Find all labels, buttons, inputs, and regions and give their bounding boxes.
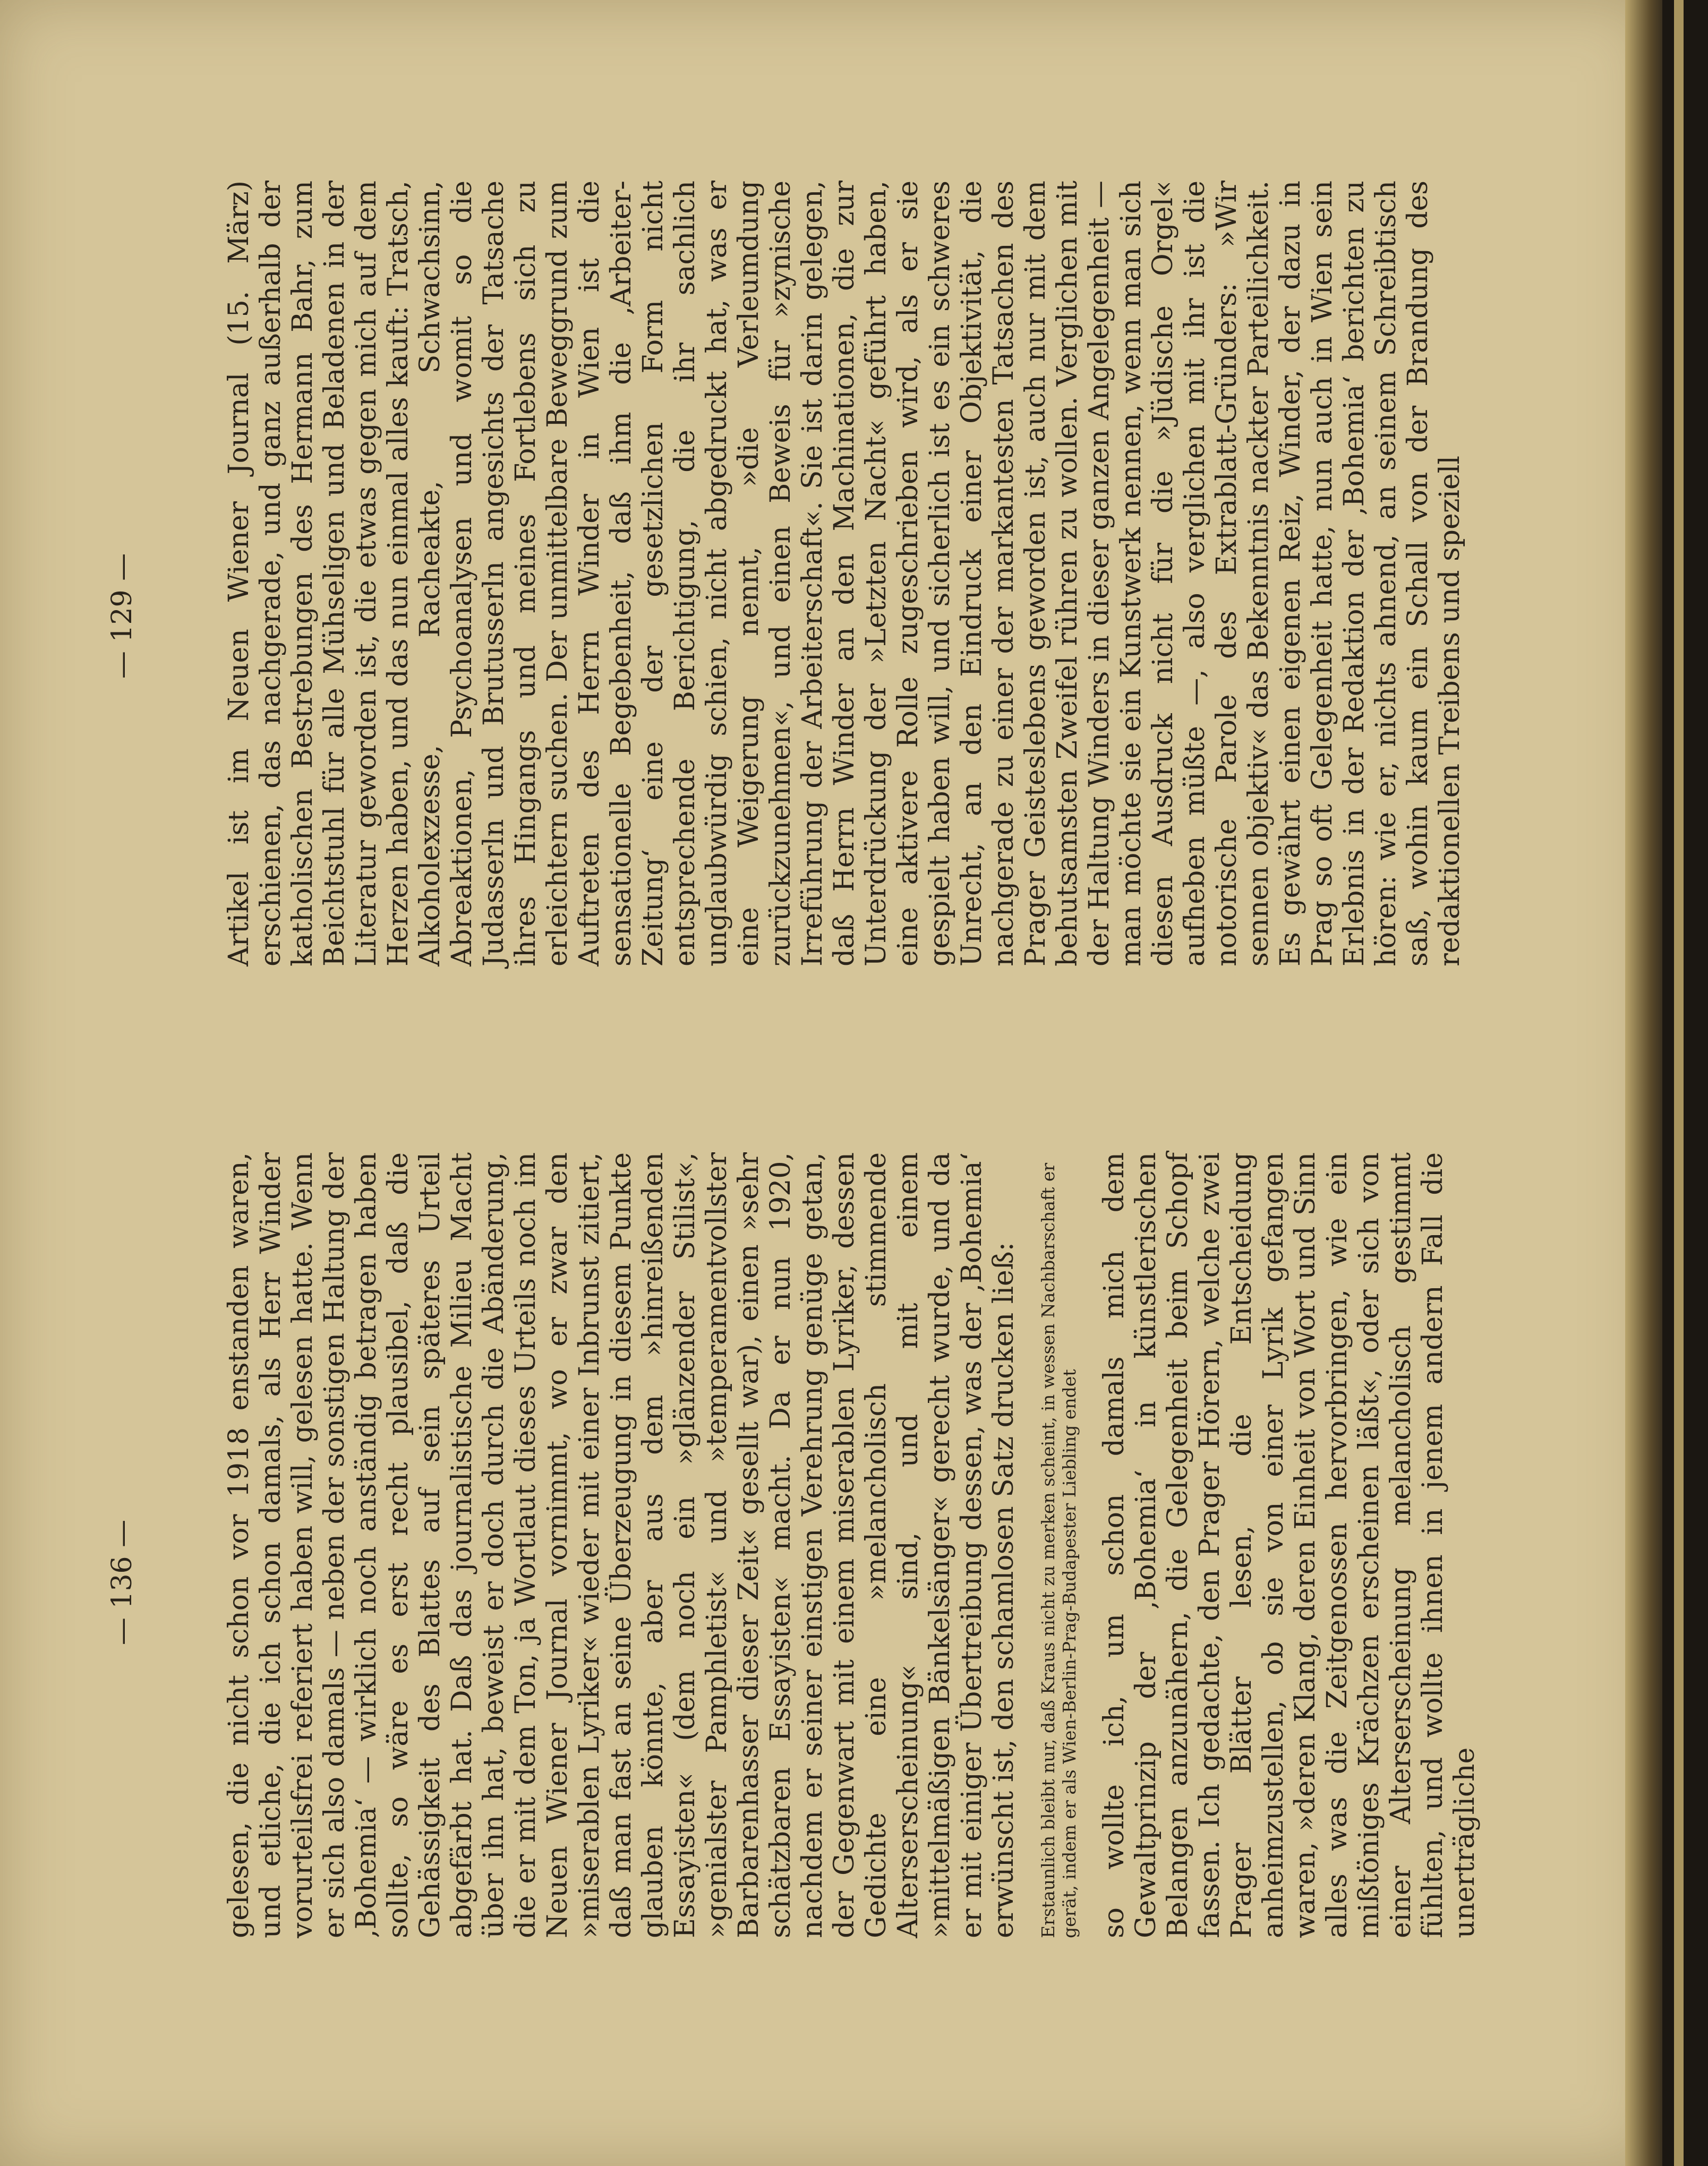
left-page-paragraph-2: so wollte ich, um schon damals mich dem Gewaltprinzip der ‚Bohemia‘ in künstlerischen Belangen anzunähern, die Gelegenheit beim Schopf fassen. Ich gedachte, den Prager Hörern, welche zwei Prager Blätter lesen, die Entscheidung anheimzustellen, ob sie von einer Lyrik gefangen waren, »deren Klang, deren Einheit von Wort und Sinn alles was die Zeitgenossen hervorbringen, wie ein mißtöniges Krächzen erscheinen läßt«, oder sich von einer Alterserscheinung melancholisch gestimmt fühlten, und wollte ihnen in jenem andern Fall die unerträgliche <box>1098 1152 1481 1938</box>
next-leaf-edge <box>1662 0 1708 2166</box>
page-number-136: — 136 — <box>106 1519 138 1646</box>
right-page-body <box>223 181 1466 966</box>
right-page-paragraph-1: Artikel ist im Neuen Wiener Journal (15. März) erschienen, das nachgerade, und ganz außerhalb der katholischen Bestrebungen des Hermann Bahr, zum Beichtstuhl für alle Mühseligen und Beladenen in der Literatur geworden ist, die etwas gegen mich auf dem Herzen haben, und das nun einmal alles kauft: Tratsch, Alkoholexzesse, Racheakte, Schwachsinn, Abreaktionen, Psychoanalysen und womit so die Judasserln und Brutusserln angesichts der Tatsache ihres Hingangs und meines Fortlebens sich zu erleichtern suchen. Der unmittelbare Beweggrund zum Auftreten des Herrn Winder in Wien ist die sensationelle Begebenheit, daß ihm die ‚Arbeiter-Zeitung‘ eine der gesetzlichen Form nicht entsprechende Berichtigung, die ihr sachlich unglaubwürdig schien, nicht abgedruckt hat, was er eine Weigerung nennt, »die Verleumdung zurückzunehmen«, und einen Beweis für »zynische Irreführung der Arbeiterschaft«. Sie ist darin gelegen, daß Herrn Winder an den Machinationen, die zur Unterdrückung der »Letzten Nacht« geführt haben, eine aktivere Rolle zugeschrieben wird, als er sie gespielt haben will, und sicherlich ist es ein schweres Unrecht, an den Eindruck einer Objektivität, die nachgerade zu einer der markantesten Tatsachen des Prager Geisteslebens geworden ist, auch nur mit dem behutsamsten Zweifel rühren zu wollen. Verglichen mit der Haltung Winders in dieser ganzen Angelegenheit — man möchte sie ein Kunstwerk nennen, wenn man sich diesen Ausdruck nicht für die »Jüdische Orgel« aufheben müßte —, also verglichen mit ihr ist die notorische Parole des Extrablatt-Gründers: »Wir sennen objektiv« das Bekenntnis nackter Parteilichkeit. Es gewährt einen eigenen Reiz, Winder, der dazu in Prag so oft Gelegenheit hatte, nun auch in Wien sein Erlebnis in der Redaktion der ‚Bohemia‘ berichten zu hören: wie er, nichts ahnend, an seinem Schreibtisch saß, wohin kaum ein Schall von der Brandung des redaktionellen Treibens und speziell <box>223 181 1466 966</box>
left-page-footnote: Erstaunlich bleibt nur, daß Kraus nicht zu merken scheint, in wessen Nachbarschaft er gerät, indem er als Wien-Berlin-Prag-Budapester Liebling endet <box>1038 1162 1080 1938</box>
page-number-129: — 129 — <box>106 553 138 679</box>
left-page-body <box>223 1152 1481 1938</box>
book-gutter <box>1625 0 1668 2166</box>
left-page-paragraph-1: gelesen, die nicht schon vor 1918 enstanden waren, und etliche, die ich schon damals, als Herr Winder vorurteilsfrei referiert haben will, gelesen hatte. Wenn er sich also damals — neben der sonstigen Haltung der ‚Bohemia‘ — wirklich noch anständig betragen haben sollte, so wäre es erst recht plausibel, daß die Gehässigkeit des Blattes auf sein späteres Urteil abgefärbt hat. Daß das journalistische Milieu Macht über ihn hat, beweist er doch durch die Abänderung, die er mit dem Ton, ja Wortlaut dieses Urteils noch im Neuen Wiener Journal vornimmt, wo er zwar den »miserablen Lyriker« wieder mit einer Inbrunst zitiert, daß man fast an seine Überzeugung in diesem Punkte glauben könnte, aber aus dem »hinreißenden Essayisten« (dem noch ein »glänzender Stilist«, »genialster Pamphletist« und »temperamentvollster Barbarenhasser dieser Zeit« gesellt war), einen »sehr schätzbaren Essayisten« macht. Da er nun 1920, nachdem er seiner einstigen Verehrung genüge getan, der Gegenwart mit einem miserablen Lyriker, dessen Gedichte eine »melancholisch stimmende Alterserscheinung« sind, und mit einem »mittelmäßigen Bänkelsänger« gerecht wurde, und da er mit einiger Übertreibung dessen, was der ‚Bohemia‘ erwünscht ist, den schamlosen Satz drucken ließ: <box>223 1152 1020 1938</box>
